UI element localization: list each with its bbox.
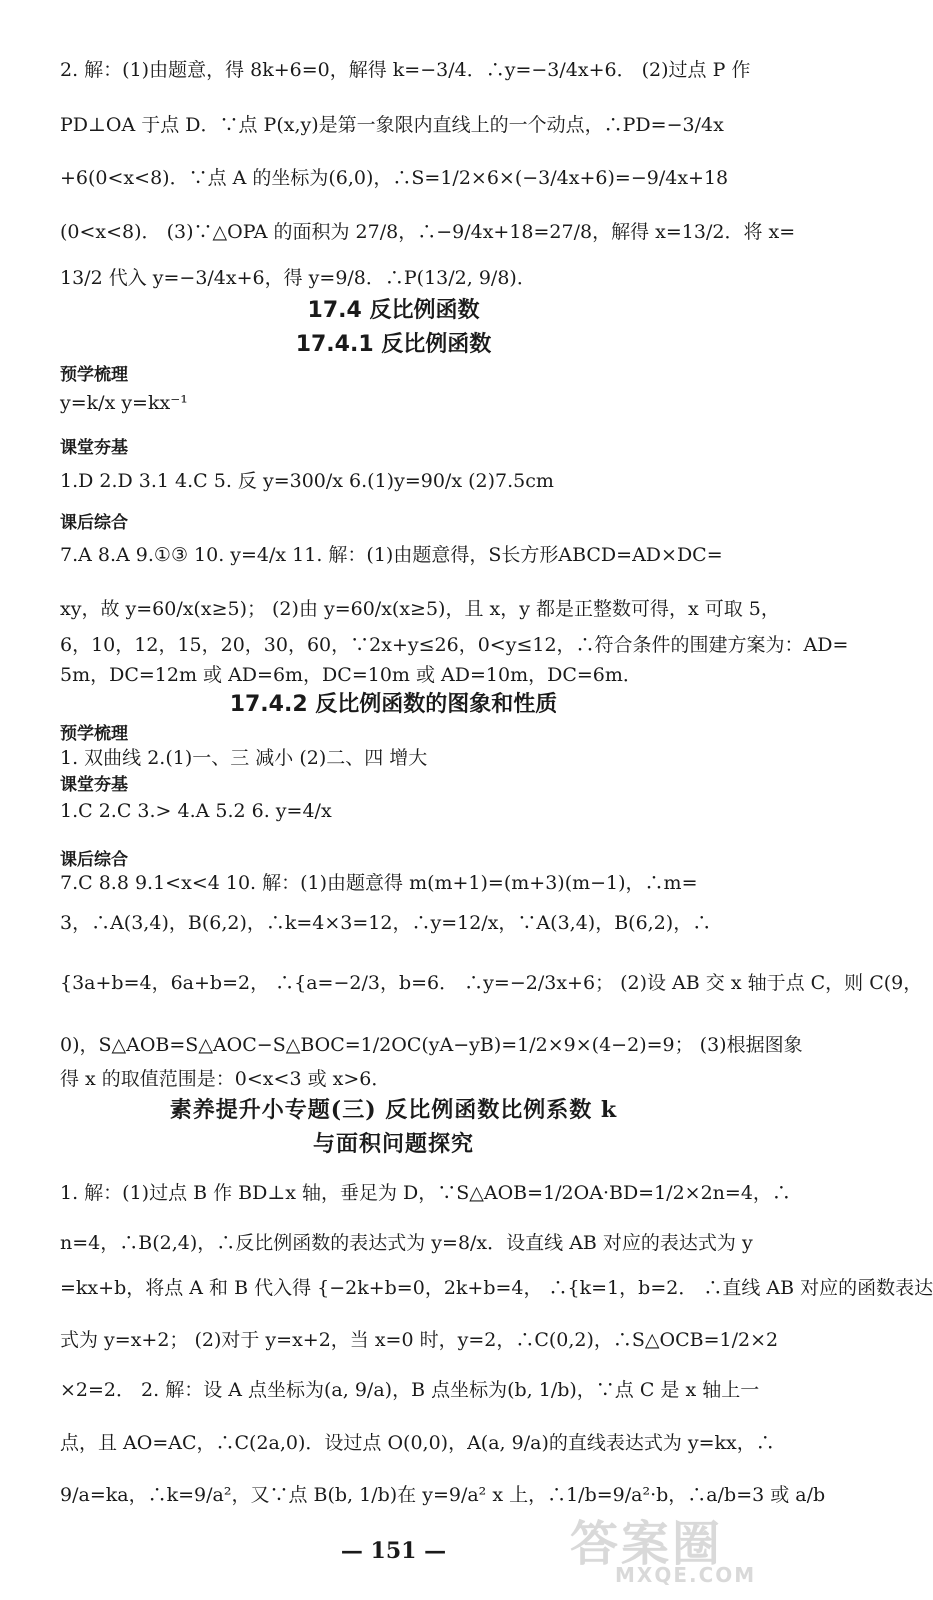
class-answers-1: 1.D 2.D 3.1 4.C 5. 反 y=300/x 6.(1)y=90/x (2)7.5cm <box>60 470 554 492</box>
after-answers-2-line-3: {3a+b=4，6a+b=2， ∴{a=−2/3，b=6． ∴y=−2/3x+6； (2)设 AB 交 x 轴于点 C，则 C(9， <box>60 972 923 994</box>
special-line-2: n=4，∴B(2,4)，∴反比例函数的表达式为 y=8/x．设直线 AB 对应的表达式为 y <box>60 1232 753 1254</box>
special-line-6: 点，且 AO=AC，∴C(2a,0)．设过点 O(0,0)，A(a, 9/a)的直线表达式为 y=kx，∴ <box>60 1432 775 1454</box>
special-topic-subtitle: 与面积问题探究 <box>312 1131 474 1157</box>
intro-line-3: +6(0<x<8)．∵点 A 的坐标为(6,0)，∴S=1/2×6×(−3/4x+6)=−9/4x+18 <box>60 167 729 189</box>
page-number: — 151 — <box>340 1538 447 1564</box>
special-line-5: ×2=2． 2. 解：设 A 点坐标为(a, 9/a)，B 点坐标为(b, 1/b)，∵点 C 是 x 轴上一 <box>60 1379 760 1401</box>
after-answers-1-line-4: 5m，DC=12m 或 AD=6m，DC=10m 或 AD=10m，DC=6m． <box>60 664 642 686</box>
special-line-7: 9/a=ka，∴k=9/a²，又∵点 B(b, 1/b)在 y=9/a² x 上，∴1/b=9/a²·b，∴a/b=3 或 a/b <box>60 1484 826 1506</box>
section-title-17-4-2: 17.4.2 反比例函数的图象和性质 <box>229 692 558 717</box>
watermark-url: MXQE.COM <box>615 1563 757 1587</box>
heading-after-1: 课后综合 <box>60 513 128 533</box>
intro-line-4: (0<x<8)． (3)∵△OPA 的面积为 27/8，∴−9/4x+18=27/8，解得 x=13/2．将 x= <box>60 221 796 243</box>
section-title-17-4-1: 17.4.1 反比例函数 <box>295 332 492 357</box>
section-title-17-4: 17.4 反比例函数 <box>307 298 480 323</box>
heading-class-1: 课堂夯基 <box>60 438 128 458</box>
special-topic-title: 素养提升小专题(三) 反比例函数比例系数 k <box>169 1097 618 1123</box>
intro-line-1: 2. 解：(1)由题意，得 8k+6=0，解得 k=−3/4．∴y=−3/4x+6． (2)过点 P 作 <box>60 59 751 81</box>
after-answers-1-line-1: 7.A 8.A 9.①③ 10. y=4/x 11. 解：(1)由题意得，S长方形ABCD=AD×DC= <box>60 544 723 566</box>
intro-line-2: PD⊥OA 于点 D．∵点 P(x,y)是第一象限内直线上的一个动点，∴PD=−3/4x <box>60 114 724 136</box>
special-line-3: =kx+b，将点 A 和 B 代入得 {−2k+b=0，2k+b=4， ∴{k=1，b=2． ∴直线 AB 对应的函数表达 <box>60 1277 933 1299</box>
after-answers-2-line-1: 7.C 8.8 9.1<x<4 10. 解：(1)由题意得 m(m+1)=(m+3)(m−1)，∴m= <box>60 872 698 894</box>
heading-class-2: 课堂夯基 <box>60 775 128 795</box>
after-answers-1-line-2: xy，故 y=60/x(x≥5)； (2)由 y=60/x(x≥5)，且 x，y 都是正整数可得，x 可取 5， <box>60 598 780 620</box>
preview-answers-2: 1. 双曲线 2.(1)一、三 减小 (2)二、四 增大 <box>60 747 428 769</box>
class-answers-2: 1.C 2.C 3.> 4.A 5.2 6. y=4/x <box>60 800 332 822</box>
watermark-main-text: 答案圈 <box>570 1516 724 1572</box>
after-answers-2-line-5: 得 x 的取值范围是：0<x<3 或 x>6． <box>60 1068 391 1090</box>
intro-line-5: 13/2 代入 y=−3/4x+6，得 y=9/8．∴P(13/2, 9/8)． <box>60 267 536 289</box>
heading-after-2: 课后综合 <box>60 850 128 870</box>
heading-preview-2: 预学梳理 <box>60 724 128 744</box>
heading-preview-1: 预学梳理 <box>60 365 128 385</box>
special-line-1: 1. 解：(1)过点 B 作 BD⊥x 轴，垂足为 D，∵S△AOB=1/2OA·BD=1/2×2n=4，∴ <box>60 1182 791 1204</box>
watermark-logo <box>570 1505 780 1595</box>
after-answers-1-line-3: 6，10，12，15，20，30，60，∵2x+y≤26，0<y≤12，∴符合条件的围建方案为：AD= <box>60 634 849 656</box>
special-line-4: 式为 y=x+2； (2)对于 y=x+2，当 x=0 时，y=2，∴C(0,2)，∴S△OCB=1/2×2 <box>60 1329 779 1351</box>
after-answers-2-line-2: 3，∴A(3,4)，B(6,2)，∴k=4×3=12，∴y=12/x，∵A(3,4)，B(6,2)，∴ <box>60 912 712 934</box>
after-answers-2-line-4: 0)，S△AOB=S△AOC−S△BOC=1/2OC(yA−yB)=1/2×9×(4−2)=9； (3)根据图象 <box>60 1034 803 1056</box>
preview-answers-1: y=k/x y=kx⁻¹ <box>60 392 188 414</box>
